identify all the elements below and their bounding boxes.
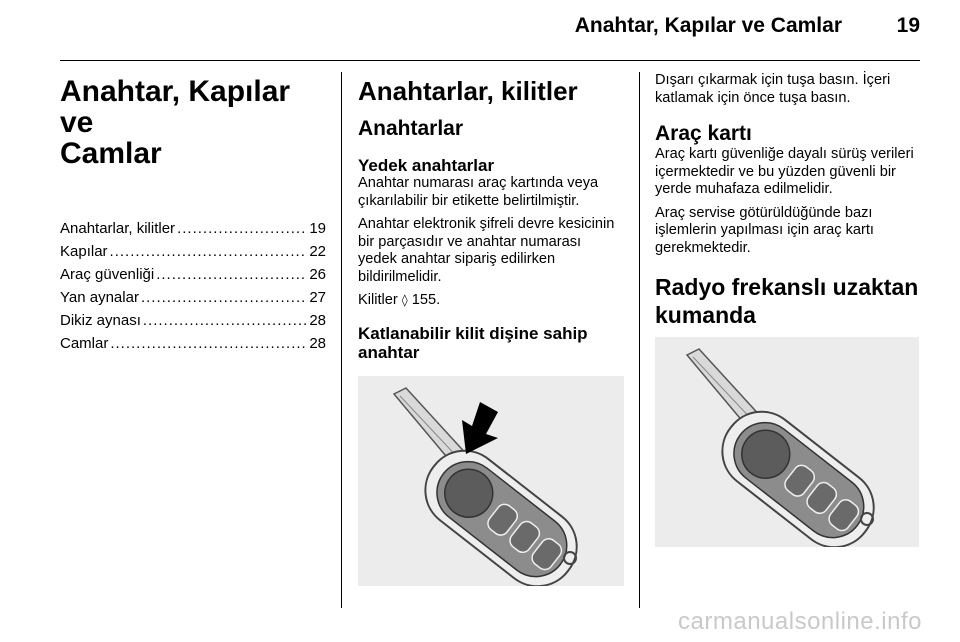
toc-item-label: Dikiz aynası: [60, 312, 141, 329]
spare-keys-paragraph-2: Anahtar elektronik şifreli devre kesicinin bir parçasıdır ve anahtar numarası yedek anahtar sipariş edilirken bildirilmelidir.: [358, 216, 615, 285]
toc-item[interactable]: [60, 286, 326, 309]
page-number: 19: [896, 14, 920, 37]
locks-reference-label: Kilitler: [358, 292, 398, 308]
toc-item-page: 27: [309, 289, 326, 306]
toc-item-label: Anahtarlar, kilitler: [60, 220, 176, 237]
section-title: Anahtarlar, kilitler: [358, 76, 578, 106]
toc-leader: [141, 286, 307, 309]
toc-item[interactable]: [60, 263, 326, 286]
remote-key-illustration: [655, 337, 919, 547]
keys-locks-column: [358, 72, 624, 586]
toc-item-label: Kapılar: [60, 243, 108, 260]
toc-item-page: 19: [309, 220, 326, 237]
folding-key-illustration: [358, 376, 624, 586]
folding-key-image: [358, 376, 624, 586]
folding-key-paragraph: Dışarı çıkarmak için tuşa basın. İçeri katlamak için önce tuşa basın.: [655, 72, 891, 106]
vehicle-card-heading: Araç kartı: [655, 122, 752, 145]
remote-key-image: [655, 337, 919, 547]
spare-keys-paragraph-1: Anahtar numarası araç kartında veya çıkarılabilir bir etikette belirtilmiştir.: [358, 175, 599, 209]
toc-leader: [156, 263, 307, 286]
vehicle-card-paragraph-1: Araç kartı güvenliğe dayalı sürüş verileri içermektedir ve bu yüzden güvenli bir yerde muhafaza edilmelidir.: [655, 146, 914, 197]
folding-key-heading: [358, 324, 624, 362]
chapter-title-line1: Anahtar, Kapılar ve: [60, 75, 291, 139]
press-arrow-icon: [462, 402, 498, 454]
remote-heading-line2: kumanda: [655, 302, 756, 328]
chapter-column: [60, 72, 326, 355]
vehicle-card-column: [655, 72, 921, 547]
toc-item-page: 26: [309, 266, 326, 283]
folding-key-heading-line1: Katlanabilir kilit dişine sahip: [358, 323, 588, 343]
toc-leader: [110, 240, 308, 263]
toc-leader: [143, 309, 307, 332]
toc-item-label: Araç güvenliği: [60, 266, 155, 283]
toc-item-label: Yan aynalar: [60, 289, 139, 306]
toc-item[interactable]: [60, 217, 326, 240]
watermark: carmanualsonline.info: [678, 608, 922, 635]
remote-control-heading: [655, 273, 921, 329]
locks-reference[interactable]: [358, 292, 624, 310]
toc-leader: [177, 217, 307, 240]
toc-item[interactable]: [60, 332, 326, 355]
cross-reference-icon: ◊: [401, 293, 408, 307]
subsection-title: Anahtarlar: [358, 117, 464, 140]
toc-leader: [110, 332, 307, 355]
chapter-title: [60, 76, 326, 169]
vehicle-card-paragraph-2: Araç servise götürüldüğünde bazı işlemlerin yapılması için araç kartı gerekmektedir.: [655, 204, 874, 256]
locks-reference-page: 155.: [411, 292, 441, 308]
toc-item-label: Camlar: [60, 335, 109, 352]
remote-heading-line1: Radyo frekanslı uzaktan: [655, 274, 919, 300]
toc-item[interactable]: [60, 309, 326, 332]
toc-item-page: 22: [309, 243, 326, 260]
header-rule: [60, 60, 920, 61]
chapter-title-line2: Camlar: [60, 137, 162, 170]
spare-keys-heading: Yedek anahtarlar: [358, 156, 495, 175]
toc-item-page: 28: [309, 335, 326, 352]
header-title: Anahtar, Kapılar ve Camlar: [574, 14, 842, 37]
table-of-contents: [60, 217, 326, 355]
column-divider-1: [341, 72, 342, 608]
column-divider-2: [639, 72, 640, 608]
toc-item[interactable]: [60, 240, 326, 263]
toc-item-page: 28: [309, 312, 326, 329]
folding-key-heading-line2: anahtar: [358, 342, 420, 362]
